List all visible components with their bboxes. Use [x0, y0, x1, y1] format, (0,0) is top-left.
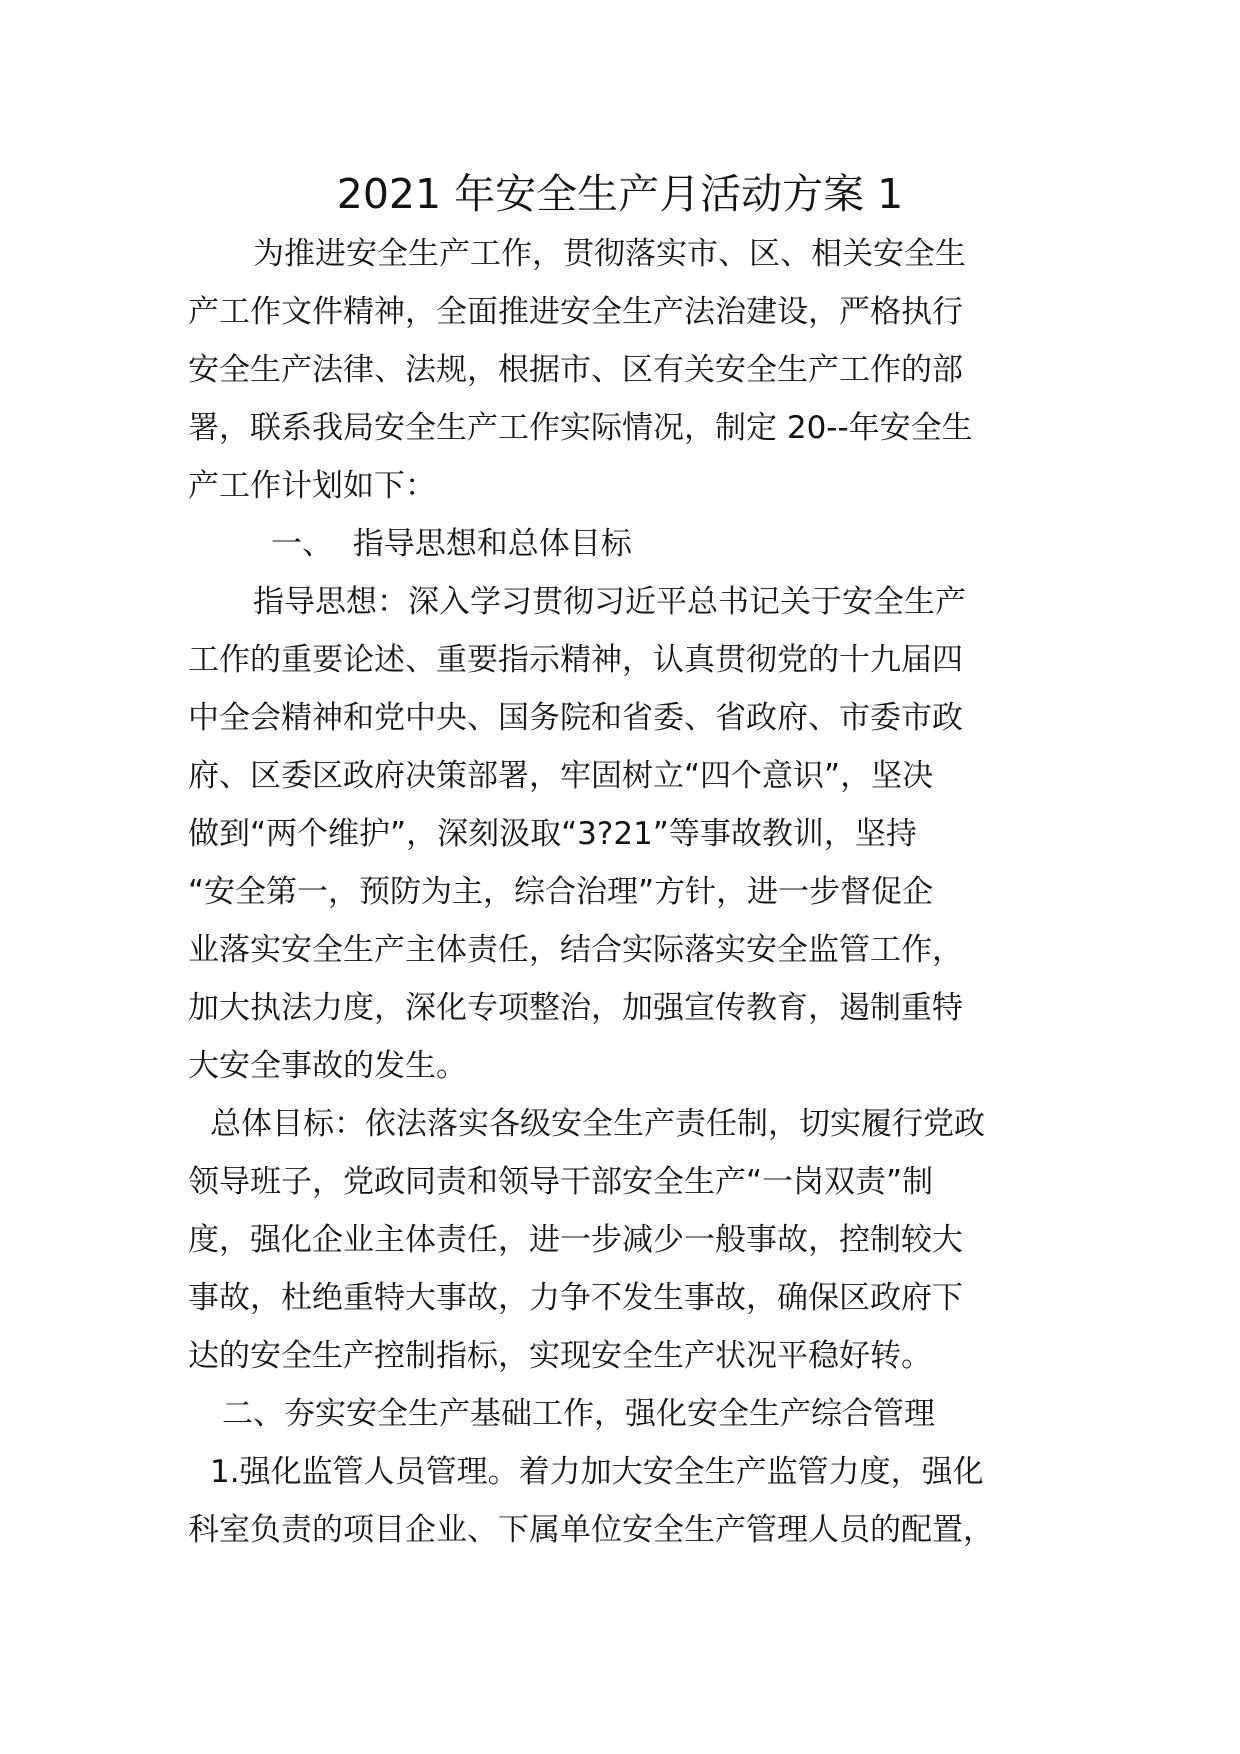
section-heading: 一、 指导思想和总体目标	[271, 526, 632, 562]
paragraph-line: 大安全事故的发生。	[188, 1048, 467, 1084]
paragraph-line: 加大执法力度，深化专项整治，加强宣传教育，遏制重特	[188, 990, 963, 1026]
paragraph-line: 科室负责的项目企业、下属单位安全生产管理人员的配置，	[188, 1512, 994, 1548]
paragraph-line: 中全会精神和党中央、国务院和省委、省政府、市委市政	[188, 700, 963, 736]
paragraph-line: 为推进安全生产工作，贯彻落实市、区、相关安全生	[253, 236, 966, 272]
paragraph-line: 达的安全生产控制指标，实现安全生产状况平稳好转。	[188, 1338, 932, 1374]
section-heading: 二、夯实安全生产基础工作，强化安全生产综合管理	[222, 1396, 935, 1432]
paragraph-line: 工作的重要论述、重要指示精神，认真贯彻党的十九届四	[188, 642, 963, 678]
paragraph-line: 领导班子，党政同责和领导干部安全生产“一岗双责”制	[188, 1164, 934, 1200]
document-title: 2021 年安全生产月活动方案 1	[336, 170, 904, 218]
paragraph-line: 府、区委区政府决策部署，牢固树立“四个意识”，坚决	[188, 758, 934, 794]
paragraph-line: 做到“两个维护”，深刻汲取“3?21”等事故教训，坚持	[188, 816, 917, 852]
paragraph-line: 产工作文件精神，全面推进安全生产法治建设，严格执行	[188, 294, 963, 330]
paragraph-line: 总体目标：依法落实各级安全生产责任制，切实履行党政	[210, 1106, 985, 1142]
paragraph-line: 署，联系我局安全生产工作实际情况，制定 20--年安全生	[188, 410, 973, 446]
paragraph-line: 1.强化监管人员管理。着力加大安全生产监管力度，强化	[210, 1454, 984, 1490]
paragraph-line: 业落实安全生产主体责任，结合实际落实安全监管工作，	[188, 932, 963, 968]
paragraph-line: 度，强化企业主体责任，进一步减少一般事故，控制较大	[188, 1222, 963, 1258]
paragraph-line: 指导思想：深入学习贯彻习近平总书记关于安全生产	[253, 584, 966, 620]
paragraph-line: 事故，杜绝重特大事故，力争不发生事故，确保区政府下	[188, 1280, 963, 1316]
paragraph-line: “安全第一，预防为主，综合治理”方针，进一步督促企	[188, 874, 934, 910]
paragraph-line: 产工作计划如下：	[188, 468, 436, 504]
paragraph-line: 安全生产法律、法规，根据市、区有关安全生产工作的部	[188, 352, 963, 388]
